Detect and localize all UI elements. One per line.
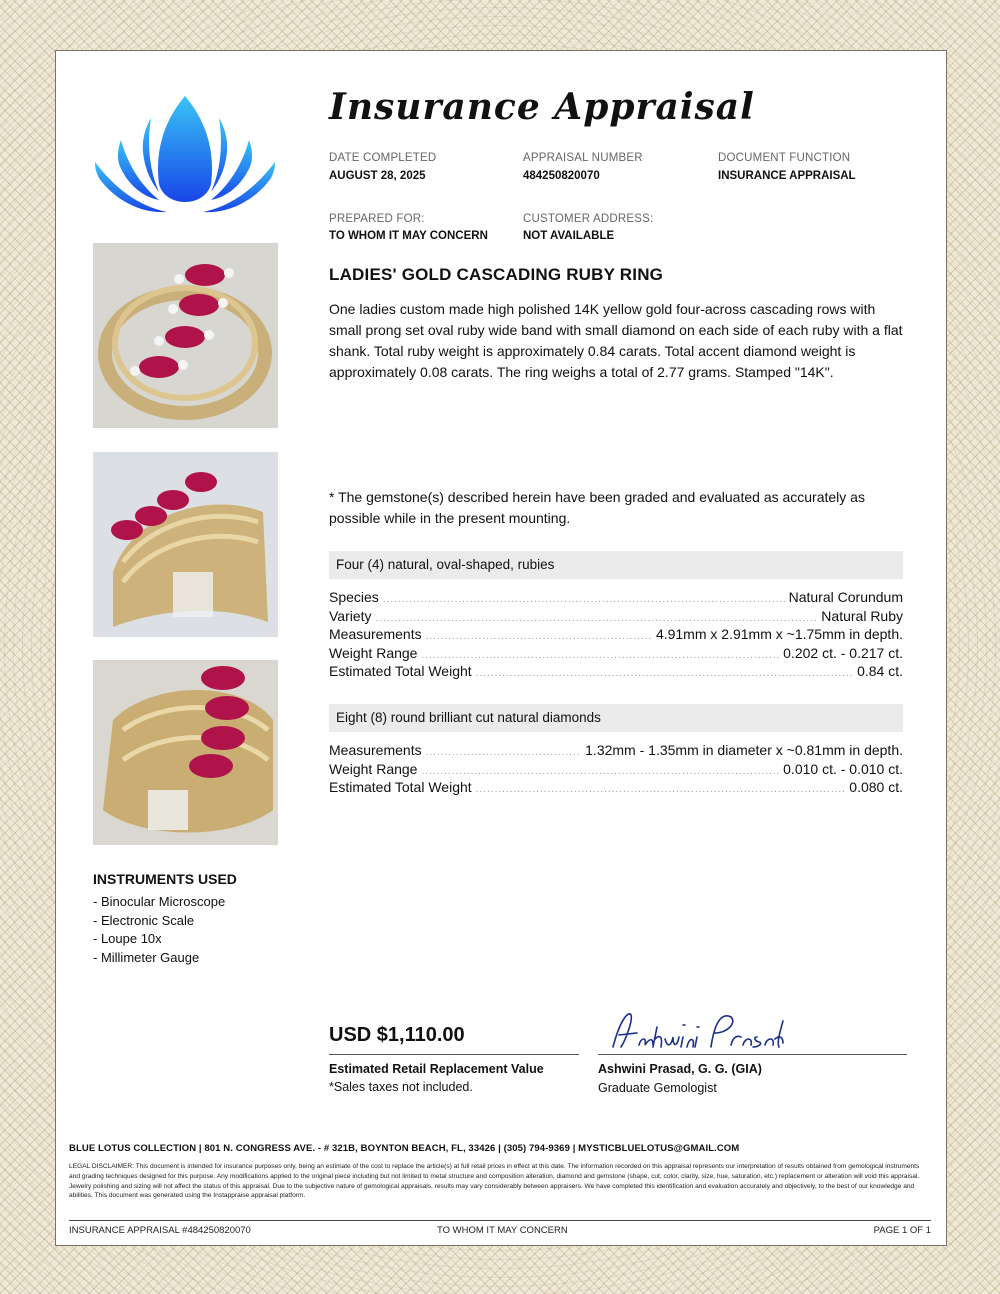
row-label: Species	[329, 589, 379, 605]
row-value: 0.010 ct. - 0.010 ct.	[783, 761, 903, 777]
divider	[329, 1054, 579, 1055]
instrument-item: - Electronic Scale	[93, 913, 195, 928]
appraisal-number-label: APPRAISAL NUMBER	[523, 152, 643, 164]
row-label: Variety	[329, 608, 372, 624]
document-title: Insurance Appraisal	[329, 86, 755, 128]
item-title: LADIES' GOLD CASCADING RUBY RING	[329, 265, 664, 284]
row-value: 0.202 ct. - 0.217 ct.	[783, 645, 903, 661]
appraisal-sheet	[57, 52, 943, 1242]
row-value: Natural Ruby	[821, 608, 903, 624]
company-info: BLUE LOTUS COLLECTION | 801 N. CONGRESS AVE. - # 321B, BOYNTON BEACH, FL, 33426 | (305) 794-9369 | MYSTICBLUELOTUS@GMAIL.COM	[69, 1143, 740, 1154]
divider	[69, 1220, 931, 1221]
row-value: 1.32mm - 1.35mm in diameter x ~0.81mm in depth.	[585, 742, 903, 758]
legal-disclaimer: LEGAL DISCLAIMER: This document is intended for insurance purposes only, being an estimate of the cost to replace the article(s) at full retail prices in effect at this date. The information recorded on this appraisal represents our interpretation of results obtained from gemological instruments and grading techniques designed for this purpose. Any modifications applied to the original piece including but not limited to metal structure and composition alteration, diamond and gemstone (shape, cut, color, clarity, size, hue, saturation, etc.) replacement or alteration will void this appraisal. Jewelry polishing and sizing will not affect the status of this appraisal. Due to the subjective nature of gemological appraisals, results may vary considerably between appraisers. We have completed this identification and evaluation accurately and objectively, to the best of our knowledge and abilities. This document was generated using the Instappraise appraisal platform.	[69, 1163, 920, 1200]
appraiser-name: Ashwini Prasad, G. G. (GIA)	[598, 1062, 762, 1076]
value-label: Estimated Retail Replacement Value	[329, 1062, 544, 1076]
ring-photo-angle	[93, 452, 278, 637]
date-completed-value: AUGUST 28, 2025	[329, 170, 426, 182]
customer-address-label: CUSTOMER ADDRESS:	[523, 213, 654, 225]
dot-leader	[426, 631, 652, 642]
document-function-value: INSURANCE APPRAISAL	[718, 170, 856, 182]
appraiser-role: Graduate Gemologist	[598, 1081, 717, 1095]
footer-left: INSURANCE APPRAISAL #484250820070	[69, 1225, 251, 1236]
prepared-for-label: PREPARED FOR:	[329, 213, 425, 225]
row-label: Weight Range	[329, 645, 418, 661]
prepared-for-value: TO WHOM IT MAY CONCERN	[329, 230, 488, 242]
item-description: One ladies custom made high polished 14K yellow gold four-across cascading rows with small prong set oval ruby wide band with small diamond on each side of each ruby with a flat shank. Total ruby weight is approximately 0.84 carats. Total accent diamond weight is approximately 0.08 carats. The ring weighs a total of 2.77 grams. Stamped "14K".	[329, 301, 903, 380]
tax-note: *Sales taxes not included.	[329, 1080, 473, 1094]
diamond-section-heading: Eight (8) round brilliant cut natural diamonds	[329, 704, 903, 732]
dot-leader	[376, 613, 818, 624]
instrument-item: - Loupe 10x	[93, 931, 162, 946]
instrument-item: - Millimeter Gauge	[93, 950, 200, 965]
instruments-title: INSTRUMENTS USED	[93, 871, 237, 887]
ruby-row	[329, 608, 903, 626]
row-label: Weight Range	[329, 761, 418, 777]
handwritten-signature	[607, 1007, 787, 1057]
row-value: 0.080 ct.	[849, 779, 903, 795]
diamond-row	[329, 742, 903, 760]
row-label: Measurements	[329, 626, 422, 642]
dot-leader	[421, 766, 779, 777]
date-completed-label: DATE COMPLETED	[329, 152, 437, 164]
dot-leader	[383, 594, 785, 605]
dot-leader	[476, 784, 846, 795]
ruby-row	[329, 626, 903, 644]
row-value: 4.91mm x 2.91mm x ~1.75mm in depth.	[655, 626, 903, 642]
ruby-row	[329, 645, 903, 663]
dot-leader	[426, 747, 582, 758]
appraisal-number-value: 484250820070	[523, 170, 600, 182]
instrument-item: - Binocular Microscope	[93, 894, 226, 909]
row-value: 0.84 ct.	[857, 663, 903, 679]
replacement-value: USD $1,110.00	[329, 1024, 465, 1046]
row-label: Measurements	[329, 742, 422, 758]
ruby-row	[329, 663, 903, 681]
row-label: Estimated Total Weight	[329, 779, 472, 795]
customer-address-value: NOT AVAILABLE	[523, 230, 615, 242]
dot-leader	[476, 668, 853, 679]
row-value: Natural Corundum	[788, 589, 903, 605]
ring-photo-front	[93, 243, 278, 428]
row-label: Estimated Total Weight	[329, 663, 472, 679]
diamond-row	[329, 779, 903, 797]
diamond-row	[329, 761, 903, 779]
footer-center: TO WHOM IT MAY CONCERN	[437, 1225, 568, 1236]
footer-right: PAGE 1 OF 1	[873, 1225, 931, 1236]
grading-note: * The gemstone(s) described herein have been graded and evaluated as accurately as possible while in the present mounting.	[329, 489, 865, 526]
dot-leader	[421, 650, 779, 661]
ruby-row	[329, 589, 903, 607]
ring-photo-side	[93, 660, 278, 845]
ruby-section-heading: Four (4) natural, oval-shaped, rubies	[329, 551, 903, 579]
document-function-label: DOCUMENT FUNCTION	[718, 152, 851, 164]
lotus-logo	[93, 92, 277, 220]
divider	[598, 1054, 907, 1055]
